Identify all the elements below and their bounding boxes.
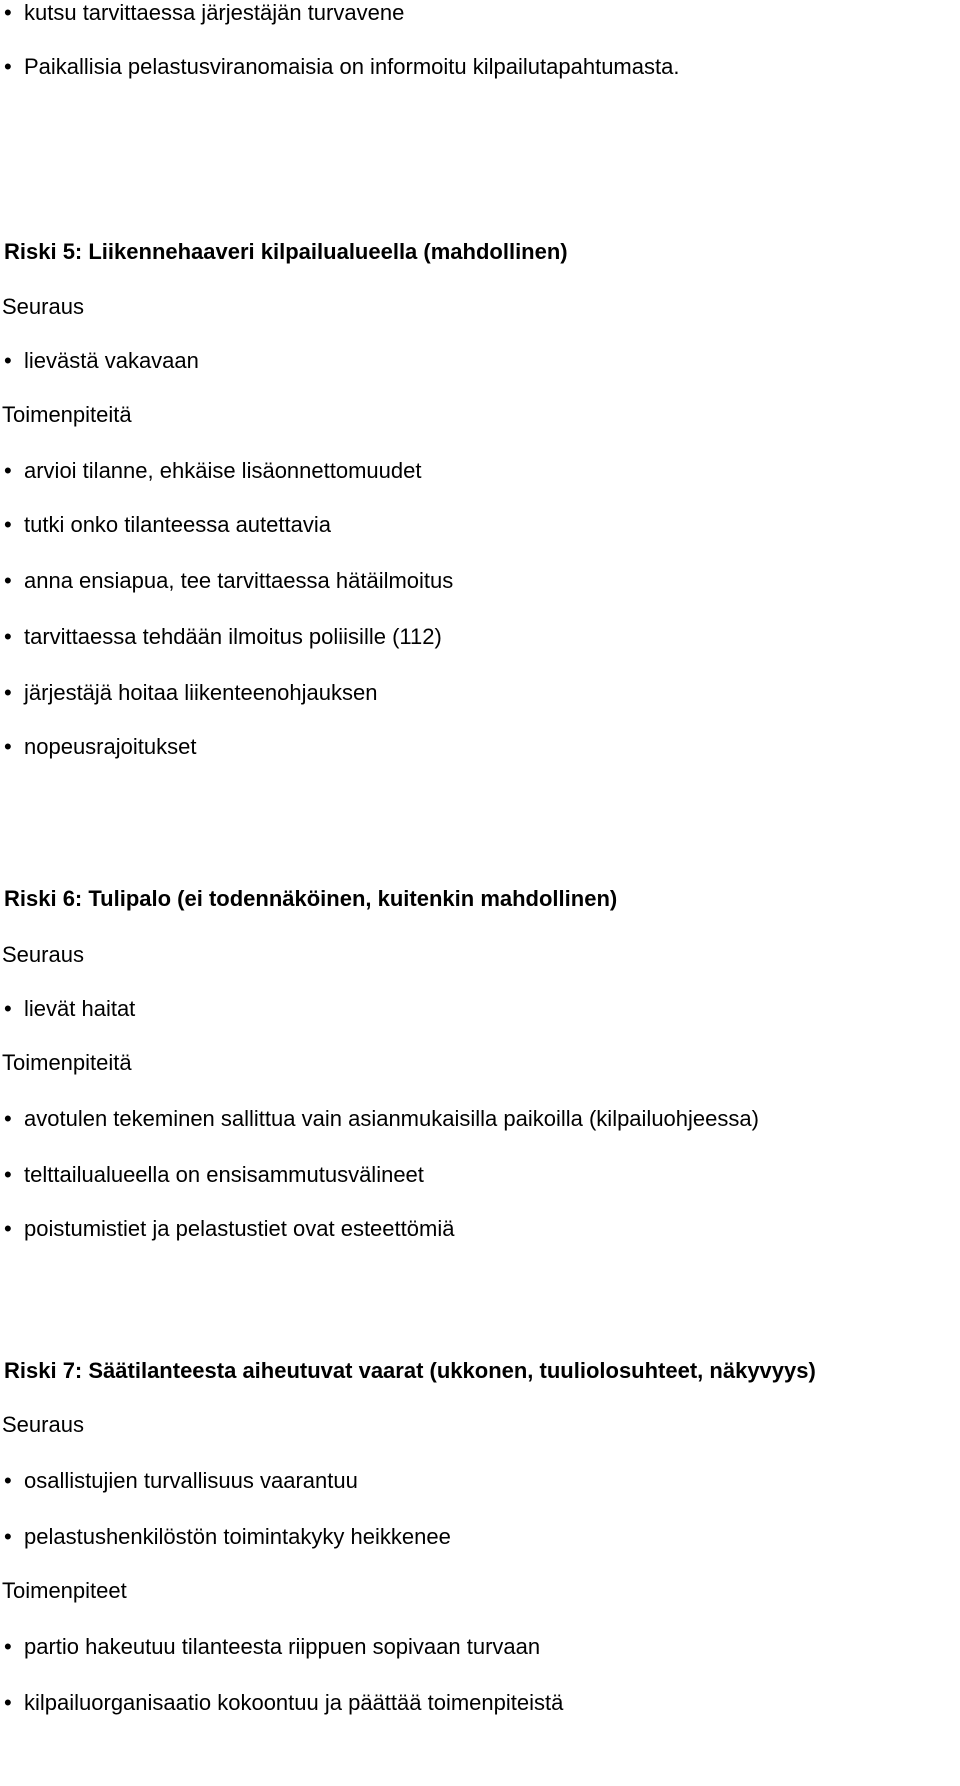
consequence-label: Seuraus [2,1412,84,1437]
list-item: • tutki onko tilanteessa autettavia [4,510,331,540]
measures-label: Toimenpiteitä [2,1050,132,1075]
list-item: • kutsu tarvittaessa järjestäjän turvavene [4,0,404,28]
list-item: • lievät haitat [4,994,135,1024]
list-item: • pelastushenkilöstön toimintakyky heikkenee [4,1522,451,1552]
list-item: • anna ensiapua, tee tarvittaessa hätäilmoitus [4,566,453,596]
list-item: • partio hakeutuu tilanteesta riippuen sopivaan turvaan [4,1632,540,1662]
list-item: • Paikallisia pelastusviranomaisia on informoitu kilpailutapahtumasta. [4,52,679,82]
list-item: • osallistujien turvallisuus vaarantuu [4,1466,358,1496]
measures-label: Toimenpiteet [2,1578,127,1603]
risk-heading: Riski 7: Säätilanteesta aiheutuvat vaarat (ukkonen, tuuliolosuhteet, näkyvyys) [4,1358,816,1383]
list-item: • nopeusrajoitukset [4,732,196,762]
risk-heading: Riski 5: Liikennehaaveri kilpailualueella (mahdollinen) [4,239,568,264]
list-item: • lievästä vakavaan [4,346,199,376]
consequence-label: Seuraus [2,942,84,967]
list-item: • telttailualueella on ensisammutusvälineet [4,1160,424,1190]
risk-heading: Riski 6: Tulipalo (ei todennäköinen, kuitenkin mahdollinen) [4,886,618,911]
list-item: • tarvittaessa tehdään ilmoitus poliisille (112) [4,622,442,652]
list-item: • kilpailuorganisaatio kokoontuu ja päättää toimenpiteistä [4,1688,563,1718]
list-item: • järjestäjä hoitaa liikenteenohjauksen [4,678,377,708]
list-item: • poistumistiet ja pelastustiet ovat esteettömiä [4,1214,454,1244]
list-item: • avotulen tekeminen sallittua vain asianmukaisilla paikoilla (kilpailuohjeessa) [4,1104,759,1134]
measures-label: Toimenpiteitä [2,402,132,427]
list-item: • arvioi tilanne, ehkäise lisäonnettomuudet [4,456,421,486]
consequence-label: Seuraus [2,294,84,319]
